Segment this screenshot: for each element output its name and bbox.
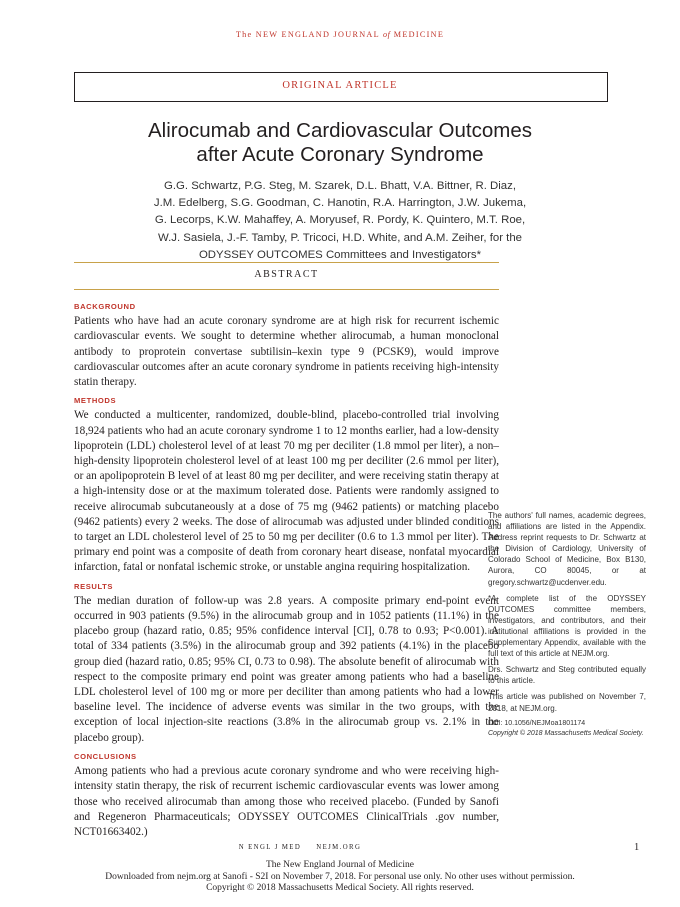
results-text: The median duration of follow-up was 2.8 years. A composite primary end-point event occurred in 903 patients (9.5%) in the alirocumab group and in 1052 patients (11.1%) in the placebo group (hazard ratio, 0.85; 95% confidence interval [CI], 0.78 to 0.93; P<0.001). A total of 334 patients (3.5%) in the alirocumab group and 392 patients (4.1%) in the placebo group died (hazard ratio, 0.85; 95% CI, 0.73 to 0.98). The absolute benefit of alirocumab with respect to the composite primary end point was greater among patients who had a baseline LDL cholesterol level of 100 mg or more per deciliter than among patients who had a lower baseline level. The incidence of adverse events was similar in the two groups, with the exception of local injection-site reactions (3.8% in the alirocumab group vs. 2.1% in the placebo group).: [74, 594, 499, 744]
journal-name-of: of: [383, 30, 391, 39]
sidebar-copyright: Copyright © 2018 Massachusetts Medical Society.: [488, 729, 644, 737]
abstract-rule-bottom: [74, 289, 499, 290]
background-text: Patients who have had an acute coronary syndrome are at high risk for recurrent ischemic cardiovascular events. We sought to determine whether alirocumab, a human monoclonal antibody to proprotein convertase subtilisin–kexin type 9 (PCSK9), would improve cardiovascular outcomes after an acute coronary syndrome in patients receiving high-intensity statin therapy.: [74, 315, 499, 389]
author-line: G.G. Schwartz, P.G. Steg, M. Szarek, D.L. Bhatt, V.A. Bittner, R. Diaz,: [164, 180, 516, 192]
conclusions-text: Among patients who had a previous acute coronary syndrome and who were receiving high-intensity statin therapy, the risk of recurrent ischemic cardiovascular events was lower among those who received alirocumab than among those who received placebo. (Funded by Sanofi and Regeneron Pharmaceuticals; ODYSSEY OUTCOMES ClinicalTrials .gov number, NCT01663402.): [74, 765, 499, 838]
sidebar-notes: [488, 510, 646, 739]
methods-heading: METHODS: [74, 396, 117, 406]
journal-footer: [0, 844, 600, 851]
complete-list-note: *A complete list of the ODYSSEY OUTCOMES committee members, investigators, and contributors, and their institutional affiliations is provided in the Supplementary Appendix, available with the full text of this article at NEJM.org.: [488, 593, 646, 659]
title-line-1: Alirocumab and Cardiovascular Outcomes: [148, 119, 532, 142]
author-line: W.J. Sasiela, J.-F. Tamby, P. Tricoci, H.D. White, and A.M. Zeiher, for the: [158, 231, 522, 244]
author-list: [74, 178, 606, 264]
conclusions-heading: CONCLUSIONS: [74, 751, 137, 761]
download-line-journal: The New England Journal of Medicine: [266, 860, 414, 870]
results-heading: RESULTS: [74, 581, 114, 591]
methods-text: We conducted a multicenter, randomized, double-blind, placebo-controlled trial involving 18,924 patients who had an acute coronary syndrome 1 to 12 months earlier, had a low-density lipoprotein (LDL) cholesterol level of at least 70 mg per deciliter (1.8 mmol per liter), a non–high-density lipoprotein cholesterol level of at least 100 mg per deciliter (2.6 mmol per liter), or an apolipoprotein B level of at least 80 mg per deciliter, and were receiving statin therapy at a high-intensity dose or at the maximum tolerated dose. Patients were randomly assigned to receive alirocumab subcutaneously at a dose of 75 mg (9462 patients) or matching placebo (9462 patients) every 2 weeks. The dose of alirocumab was adjusted under blinded conditions to target an LDL cholesterol level of 25 to 50 mg per deciliter (0.6 to 1.3 mmol per liter). The primary end point was a composite of death from coronary heart disease, nonfatal myocardial infarction, fatal or nonfatal ischemic stroke, or unstable angina requiring hospitalization.: [74, 409, 499, 574]
title-line-2: after Acute Coronary Syndrome: [196, 142, 484, 166]
journal-name-post: MEDICINE: [393, 30, 445, 39]
download-notice: [0, 860, 680, 895]
published-note: This article was published on November 7, 2018, at NEJM.org.: [488, 692, 646, 713]
abstract-rule-top: [74, 262, 499, 263]
article-title: [74, 119, 606, 166]
affiliations-note: The authors' full names, academic degrees, and affiliations are listed in the Appendix. Address reprint requests to Dr. Schwartz at the Division of Cardiology, University of Colorado School of Medicine, Box B130, Aurora, CO 80045, or at gregory.schwartz@ucdenver.edu.: [488, 511, 646, 587]
journal-header: [0, 30, 680, 39]
journal-name-pre: The NEW ENGLAND JOURNAL: [235, 30, 380, 39]
doi-link[interactable]: DOI: 10.1056/NEJMoa1801174: [488, 719, 586, 727]
author-line: J.M. Edelberg, S.G. Goodman, C. Hanotin, R.A. Harrington, J.W. Jukema,: [153, 197, 527, 210]
abstract-body: [74, 299, 499, 843]
journal-site: NEJM.ORG: [316, 844, 362, 851]
download-line-copyright: Copyright © 2018 Massachusetts Medical Society. All rights reserved.: [206, 883, 474, 893]
download-line-source: Downloaded from nejm.org at Sanofi - S2I on November 7, 2018. For personal use only. No other uses without permission.: [105, 871, 575, 882]
abstract-heading: ABSTRACT: [254, 269, 319, 280]
author-line: G. Lecorps, K.W. Mahaffey, A. Moryusef, R. Pordy, K. Quintero, M.T. Roe,: [154, 214, 526, 227]
article-type-label: ORIGINAL ARTICLE: [282, 80, 398, 91]
contribution-note: Drs. Schwartz and Steg contributed equally to this article.: [488, 665, 646, 686]
journal-abbrev: N ENGL J MED: [238, 844, 302, 851]
author-line: ODYSSEY OUTCOMES Committees and Investigators*: [198, 248, 482, 261]
background-heading: BACKGROUND: [74, 302, 136, 311]
page-number: 1: [634, 842, 640, 853]
